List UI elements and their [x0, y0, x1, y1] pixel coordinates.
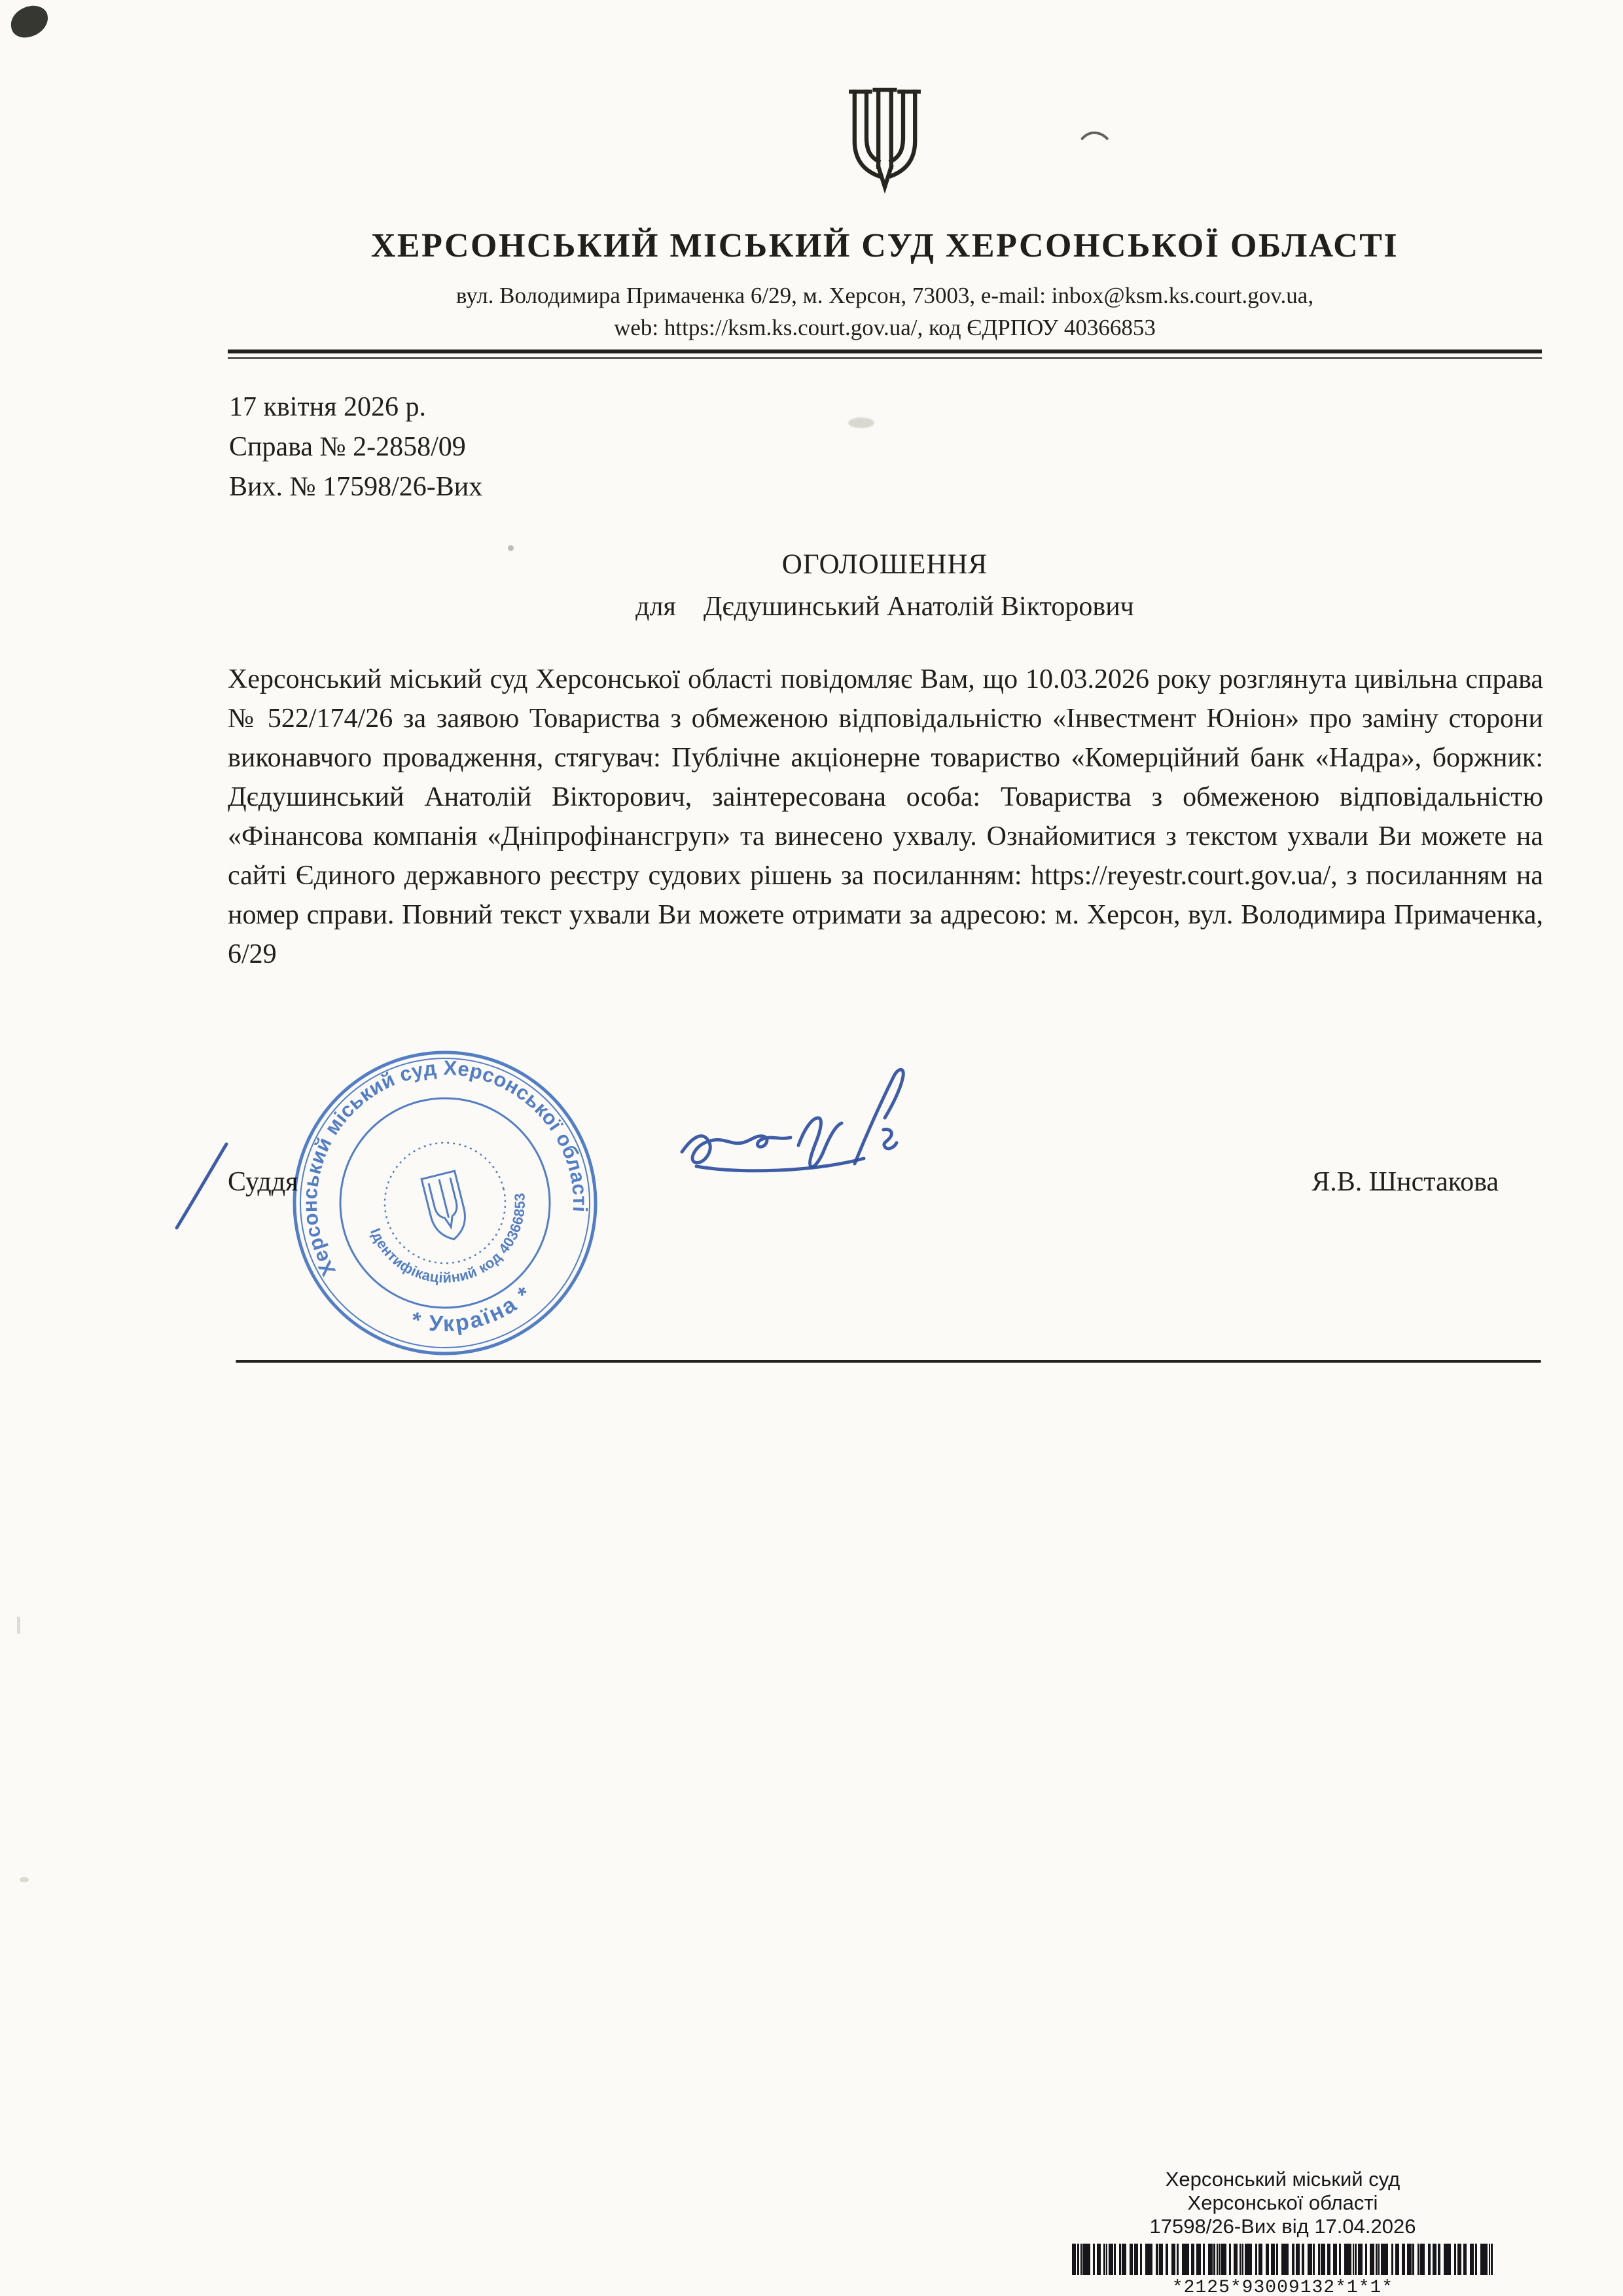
footer-court-name: Херсонський міський суд: [1165, 2168, 1400, 2191]
for-label: для: [635, 592, 676, 622]
announcement-body: Херсонський міський суд Херсонської області повідомляє Вам, що 10.03.2026 року розглянута цивільна справа № 522/174/26 за заявою Товариства з обмеженою відповідальністю «Інвестмент Юніон» про заміну сторони виконавчого провадження, стягувач: Публічне акціонерне товариство «Комерційний банк «Надра», боржник: Дєдушинський Анатолій Вікторович, заінтересована особа: Товариства з обмеженою відповідальністю «Фінансова компанія «Дніпрофінансгруп» та винесено ухвалу. Ознайомитися з текстом ухвали Ви можете на сайті Єдиного державного реєстру судових рішень за посиланням: https://reyestr.court.gov.ua/, з посиланням на номер справи. Повний текст ухвали Ви можете отримати за адресою: м. Херсон, вул. Володимира Примаченка, 6/29: [228, 664, 1543, 969]
footer-court-region: Херсонської області: [1187, 2191, 1378, 2214]
court-web-and-code: web: https://ksm.ks.court.gov.ua/, код ЄДРПОУ 40366853: [614, 315, 1156, 340]
judge-name: Я.В. Шнстакова: [1311, 1167, 1499, 1197]
judge-signature: [668, 1059, 955, 1203]
signature-divider: [236, 1360, 1541, 1363]
barcode: [1072, 2244, 1493, 2275]
addressee-line: [228, 591, 1542, 622]
footer-doc-ref: 17598/26-Вих від 17.04.2026: [1149, 2215, 1416, 2238]
outgoing-number: Вих. № 17598/26-Вих: [229, 472, 483, 502]
ukraine-trident-emblem: [228, 82, 1542, 202]
scan-artifact-edge: [17, 1617, 20, 1634]
court-stamp: [255, 1013, 635, 1393]
document-date: 17 квітня 2026 р.: [229, 392, 427, 422]
pen-stroke: [169, 1138, 234, 1236]
scan-artifact-edge: [20, 1877, 29, 1882]
judge-label: Суддя: [228, 1167, 298, 1197]
scan-artifact-smudge: [848, 418, 874, 428]
stamp-trident-icon: [421, 1171, 471, 1244]
barcode-text: *2125*93009132*1*1*: [1171, 2278, 1394, 2296]
header-divider-thick: [228, 350, 1542, 353]
stamp-ring-text: Херсонський міський суд Херсонської області: [298, 1056, 592, 1280]
stamp-country-text: * Україна *: [408, 1280, 538, 1337]
court-address: вул. Володимира Примаченка 6/29, м. Херсон, 73003, e-mail: inbox@ksm.ks.court.gov.ua,: [455, 283, 1314, 308]
trident-icon: [844, 82, 926, 202]
stamp-code-text: Ідентифікаційний код 40366853: [366, 1192, 529, 1286]
scan-artifact-corner: [8, 3, 51, 40]
case-number: Справа № 2-2858/09: [229, 432, 466, 462]
addressee-name: Дєдушинський Анатолій Вікторович: [703, 592, 1134, 622]
footer-registration-block: [1054, 2168, 1512, 2296]
header-divider-thin: [228, 357, 1542, 359]
announcement-title: ОГОЛОШЕННЯ: [781, 549, 988, 580]
court-name: ХЕРСОНСЬКИЙ МІСЬКИЙ СУД ХЕРСОНСЬКОЇ ОБЛАСТІ: [370, 227, 1399, 264]
document-meta: [229, 387, 482, 507]
